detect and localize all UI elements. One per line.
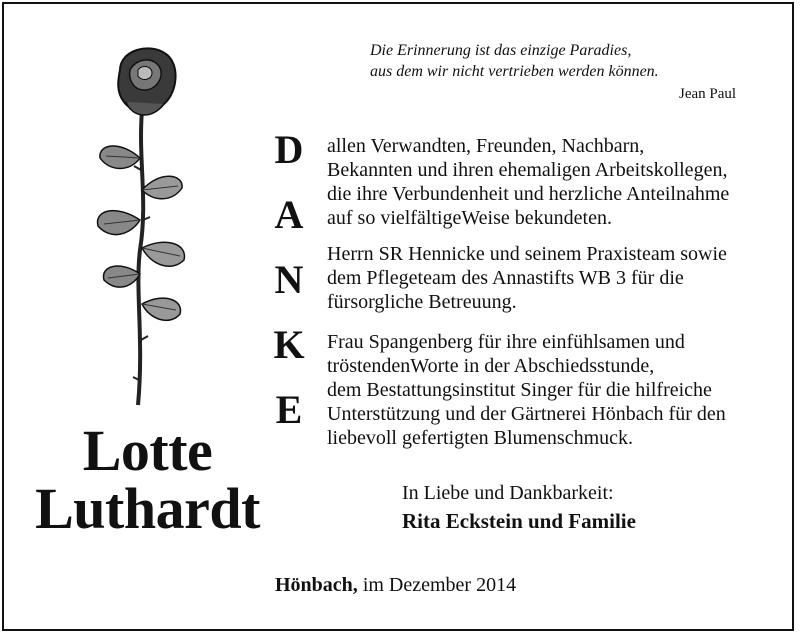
thanks-paragraph-relatives (327, 134, 729, 230)
closing-line: In Liebe und Dankbarkeit: (402, 482, 614, 504)
signature: Rita Eckstein und Familie (402, 509, 636, 533)
danke-letter: A (274, 192, 304, 237)
paragraph-line: tröstendenWorte in der Abschiedsstunde, (327, 355, 655, 377)
quote-line: aus dem wir nicht vertrieben werden können. (370, 63, 659, 80)
quote-line: Die Erinnerung ist das einzige Paradies, (370, 42, 632, 59)
danke-letter: E (275, 387, 303, 432)
deceased-name (20, 418, 275, 541)
quote-author: Jean Paul (679, 86, 737, 102)
paragraph-line: Herrn SR Hennicke und seinem Praxisteam sowie (327, 243, 727, 265)
deceased-last-name: Luthardt (35, 476, 260, 541)
paragraph-line: dem Bestattungsinstitut Singer für die hilfreiche (327, 379, 712, 401)
paragraph-line: allen Verwandten, Freunden, Nachbarn, (327, 135, 645, 157)
danke-letter: N (274, 257, 304, 302)
date: im Dezember 2014 (362, 574, 517, 596)
place-date (275, 574, 516, 597)
place: Hönbach, (275, 574, 358, 596)
paragraph-line: die ihre Verbundenheit und herzliche Anteilnahme (327, 183, 730, 205)
thanks-paragraph-funeral (327, 330, 726, 450)
danke-heading (264, 127, 314, 455)
danke-letter: D (274, 127, 304, 172)
paragraph-line: auf so vielfältigeWeise bekundeten. (327, 207, 612, 229)
deceased-first-name: Lotte (82, 418, 213, 483)
paragraph-line: Unterstützung und der Gärtnerei Hönbach für den (327, 403, 726, 425)
paragraph-line: Frau Spangenberg für ihre einfühlsamen und (327, 331, 685, 353)
rose-icon (80, 40, 210, 410)
danke-letter: K (273, 322, 305, 367)
paragraph-line: liebevoll gefertigten Blumenschmuck. (327, 427, 634, 449)
paragraph-line: dem Pflegeteam des Annastifts WB 3 für die (327, 267, 684, 289)
paragraph-line: fürsorgliche Betreuung. (327, 291, 517, 313)
thanks-paragraph-care (327, 242, 727, 314)
paragraph-line: Bekannten und ihren ehemaligen Arbeitskollegen, (327, 159, 728, 181)
quote (370, 40, 659, 82)
